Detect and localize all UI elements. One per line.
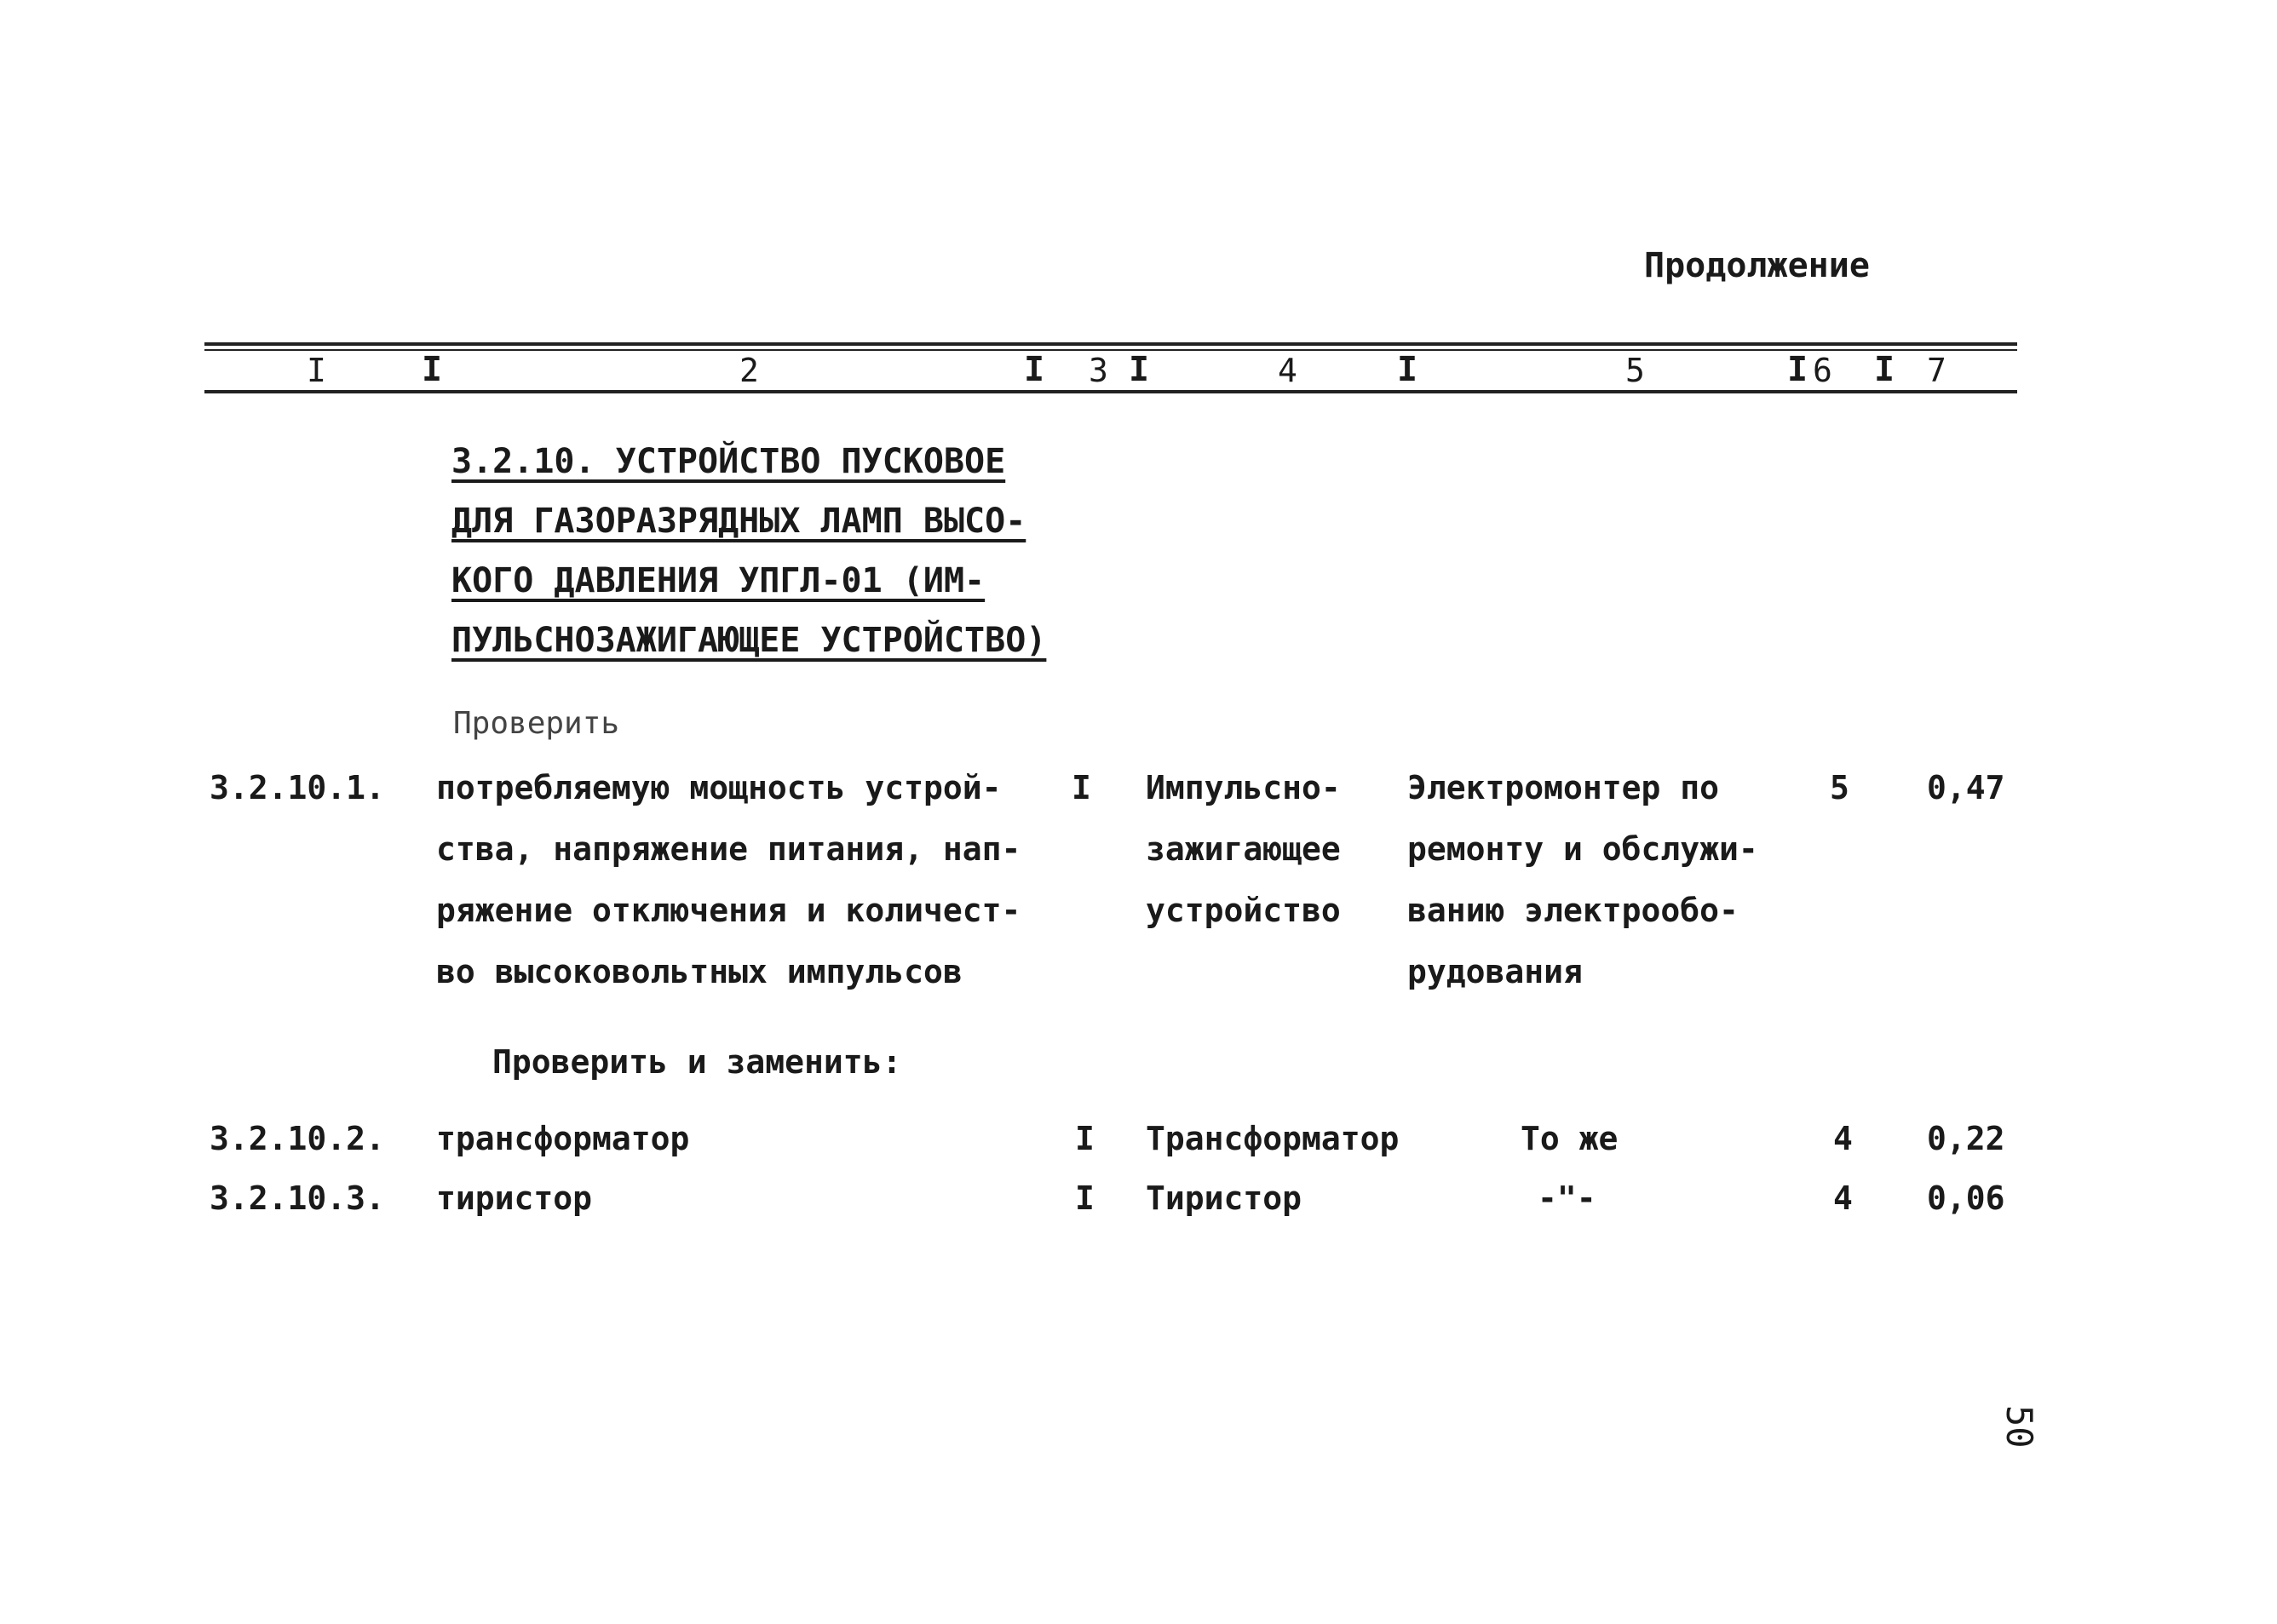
row-qty: I bbox=[1075, 1179, 1095, 1217]
row-performer: То же bbox=[1521, 1120, 1619, 1157]
continuation-label: Продолжение bbox=[1644, 246, 1870, 285]
header-top-rule bbox=[204, 342, 2017, 346]
row-time: 0,06 bbox=[1927, 1179, 2005, 1217]
row-performer-line: ванию электрообо- bbox=[1407, 892, 1739, 929]
row-grade: 4 bbox=[1833, 1179, 1853, 1217]
section-title-line: 3.2.10. УСТРОЙСТВО ПУСКОВОЕ bbox=[451, 442, 1006, 481]
subheading-check: Проверить bbox=[453, 706, 620, 741]
header-top-rule-inner bbox=[204, 349, 2017, 351]
row-performer-line: Электромонтер по bbox=[1407, 769, 1720, 806]
section-title-line: ДЛЯ ГАЗОРАЗРЯДНЫХ ЛАМП ВЫСО- bbox=[451, 502, 1026, 541]
row-code: 3.2.10.3. bbox=[210, 1179, 385, 1217]
row-grade: 5 bbox=[1830, 769, 1849, 806]
column-header-4: 4 bbox=[1278, 352, 1297, 389]
column-header-2: 2 bbox=[739, 352, 759, 389]
row-qty: I bbox=[1072, 769, 1091, 806]
row-object-line: зажигающее bbox=[1146, 830, 1341, 868]
row-name-line: во высоковольтных импульсов bbox=[436, 953, 963, 990]
row-code: 3.2.10.1. bbox=[210, 769, 385, 806]
row-object: Тиристор bbox=[1146, 1179, 1302, 1217]
column-separator: I bbox=[1787, 350, 1808, 389]
section-title-line: ПУЛЬСНОЗАЖИГАЮЩЕЕ УСТРОЙСТВО) bbox=[451, 621, 1047, 660]
row-performer-line: рудования bbox=[1407, 953, 1583, 990]
column-header-7: 7 bbox=[1927, 352, 1946, 389]
row-name: трансформатор bbox=[436, 1120, 690, 1157]
row-time: 0,47 bbox=[1927, 769, 2005, 806]
column-separator: I bbox=[1874, 350, 1895, 389]
row-object: Трансформатор bbox=[1146, 1120, 1400, 1157]
row-object-line: Импульсно- bbox=[1146, 769, 1341, 806]
row-qty: I bbox=[1075, 1120, 1095, 1157]
subheading-check-replace: Проверить и заменить: bbox=[492, 1043, 902, 1081]
row-object-line: устройство bbox=[1146, 892, 1341, 929]
column-separator: I bbox=[1024, 350, 1045, 389]
row-performer-line: ремонту и обслужи- bbox=[1407, 830, 1758, 868]
column-header-1: I bbox=[307, 352, 326, 389]
row-performer: -"- bbox=[1538, 1179, 1596, 1217]
row-name-line: ряжение отключения и количест- bbox=[436, 892, 1021, 929]
row-time: 0,22 bbox=[1927, 1120, 2005, 1157]
column-header-3: 3 bbox=[1089, 352, 1108, 389]
row-code: 3.2.10.2. bbox=[210, 1120, 385, 1157]
column-separator: I bbox=[422, 350, 443, 389]
column-header-5: 5 bbox=[1625, 352, 1645, 389]
row-name-line: ства, напряжение питания, нап- bbox=[436, 830, 1021, 868]
section-title-line: КОГО ДАВЛЕНИЯ УПГЛ-01 (ИМ- bbox=[451, 561, 986, 600]
row-name-line: потребляемую мощность устрой- bbox=[436, 769, 1002, 806]
row-grade: 4 bbox=[1833, 1120, 1853, 1157]
row-name: тиристор bbox=[436, 1179, 593, 1217]
column-separator: I bbox=[1129, 350, 1150, 389]
column-separator: I bbox=[1397, 350, 1418, 389]
header-bottom-rule bbox=[204, 390, 2017, 393]
column-header-6: 6 bbox=[1813, 352, 1832, 389]
page-number: 50 bbox=[1998, 1405, 2040, 1449]
